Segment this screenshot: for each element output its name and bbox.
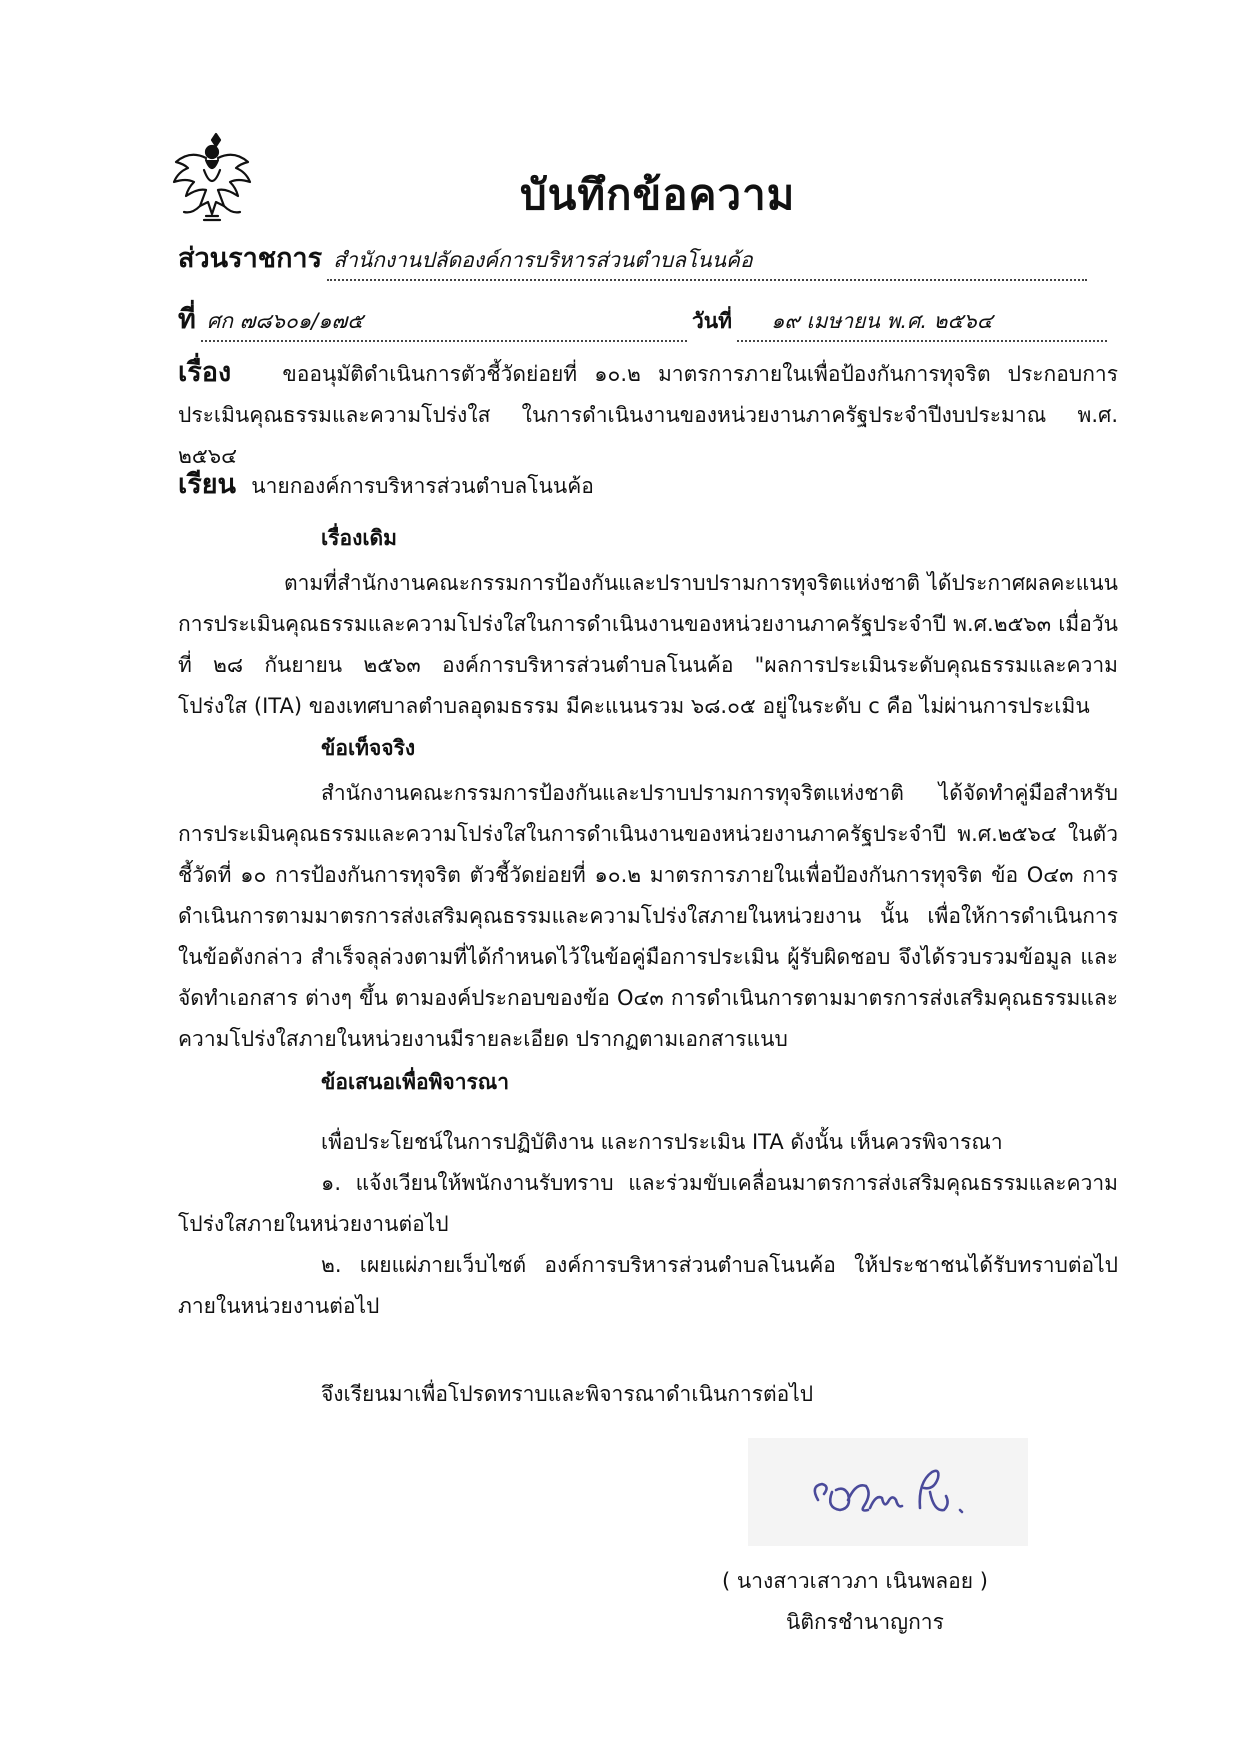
garuda-emblem-icon: [170, 132, 254, 224]
proposal-item-1: ๑. แจ้งเวียนให้พนักงานรับทราบ และร่วมขับเคลื่อนมาตรการส่งเสริมคุณธรรมและความโปร่งใสภายในหน่วยงานต่อไป: [178, 1171, 1118, 1236]
agency-label: ส่วนราชการ: [178, 243, 323, 274]
reference-value: ศก ๗๘๖๐๑/๑๗๕: [201, 305, 687, 342]
signatory-name: ( นางสาวเสาวภา เนินพลอย ): [722, 1569, 988, 1593]
recipient-row: [178, 462, 594, 505]
proposal-item-2: ๒. เผยแผ่ภายเว็บไซต์ องค์การบริหารส่วนตำบลโนนค้อ ให้ประชาชนได้รับทราบต่อไปภายในหน่วยงานต่อไป: [178, 1253, 1118, 1318]
agency-value: สำนักงานปลัดองค์การบริหารส่วนตำบลโนนค้อ: [327, 244, 1087, 281]
agency-row: [178, 236, 1087, 281]
subject-block: [178, 352, 1118, 477]
recipient-text: นายกองค์การบริหารส่วนตำบลโนนค้อ: [251, 474, 594, 498]
facts-heading: ข้อเท็จจริง: [321, 736, 416, 760]
date-value: ๑๙ เมษายน พ.ศ. ๒๕๖๔: [737, 305, 1107, 342]
subject-label: เรื่อง: [178, 357, 232, 388]
reference-row: [178, 297, 1107, 342]
proposal-heading: ข้อเสนอเพื่อพิจารณา: [321, 1070, 510, 1094]
closing-line: จึงเรียนมาเพื่อโปรดทราบและพิจารณาดำเนินการต่อไป: [321, 1382, 814, 1406]
reference-label: ที่: [178, 304, 196, 335]
handwritten-signature-icon: [748, 1438, 1028, 1546]
subject-text: ขออนุมัติดำเนินการตัวชี้วัดย่อยที่ ๑๐.๒ มาตรการภายในเพื่อป้องกันการทุจริต ประกอบการประเมินคุณธรรมและความโปร่งใส ในการดำเนินงานของหน่วยงานภาครัฐประจำปีงบประมาณ พ.ศ. ๒๕๖๔: [178, 362, 1118, 468]
page-title: บันทึกข้อความ: [520, 170, 796, 219]
recipient-label: เรียน: [178, 469, 237, 500]
signatory-position: นิติกรชำนาญการ: [786, 1610, 944, 1634]
background-paragraph: ตามที่สำนักงานคณะกรรมการป้องกันและปราบปรามการทุจริตแห่งชาติ ได้ประกาศผลคะแนนการประเมินคุณธรรมและความโปร่งใสในการดำเนินงานของหน่วยงานภาครัฐประจำปี พ.ศ.๒๕๖๓ เมื่อวันที่ ๒๘ กันยายน ๒๕๖๓ องค์การบริหารส่วนตำบลโนนค้อ "ผลการประเมินระดับคุณธรรมและความ โปร่งใส (ITA) ของเทศบาลตำบลอุดมธรรม มีคะแนนรวม ๖๘.๐๕ อยู่ในระดับ c คือ ไม่ผ่านการประเมิน: [178, 571, 1118, 718]
proposal-intro: เพื่อประโยชน์ในการปฏิบัติงาน และการประเมิน ITA ดังนั้น เห็นควรพิจารณา: [321, 1130, 1003, 1154]
signature-area: [748, 1438, 1028, 1546]
facts-paragraph: สำนักงานคณะกรรมการป้องกันและปราบปรามการทุจริตแห่งชาติ ได้จัดทำคู่มือสำหรับการประเมินคุณธรรมและความโปร่งใสในการดำเนินงานของหน่วยงานภาครัฐประจำปี พ.ศ.๒๕๖๔ ในตัวชี้วัดที่ ๑๐ การป้องกันการทุจริต ตัวชี้วัดย่อยที่ ๑๐.๒ มาตรการภายในเพื่อป้องกันการทุจริต ข้อ O๔๓ การดำเนินการตามมาตรการส่งเสริมคุณธรรมและความโปร่งใสภายในหน่วยงาน นั้น เพื่อให้การดำเนินการในข้อดังกล่าว สำเร็จลุล่วงตามที่ได้กำหนดไว้ในข้อคู่มือการประเมิน ผู้รับผิดชอบ จึงได้รวบรวมข้อมูล และจัดทำเอกสาร ต่างๆ ขึ้น ตามองค์ประกอบของข้อ O๔๓ การดำเนินการตามมาตรการส่งเสริมคุณธรรมและความโปร่งใสภายในหน่วยงานมีรายละเอียด ปรากฏตามเอกสารแนบ: [178, 781, 1118, 1051]
date-label: วันที่: [692, 309, 732, 333]
background-heading: เรื่องเดิม: [321, 526, 397, 550]
